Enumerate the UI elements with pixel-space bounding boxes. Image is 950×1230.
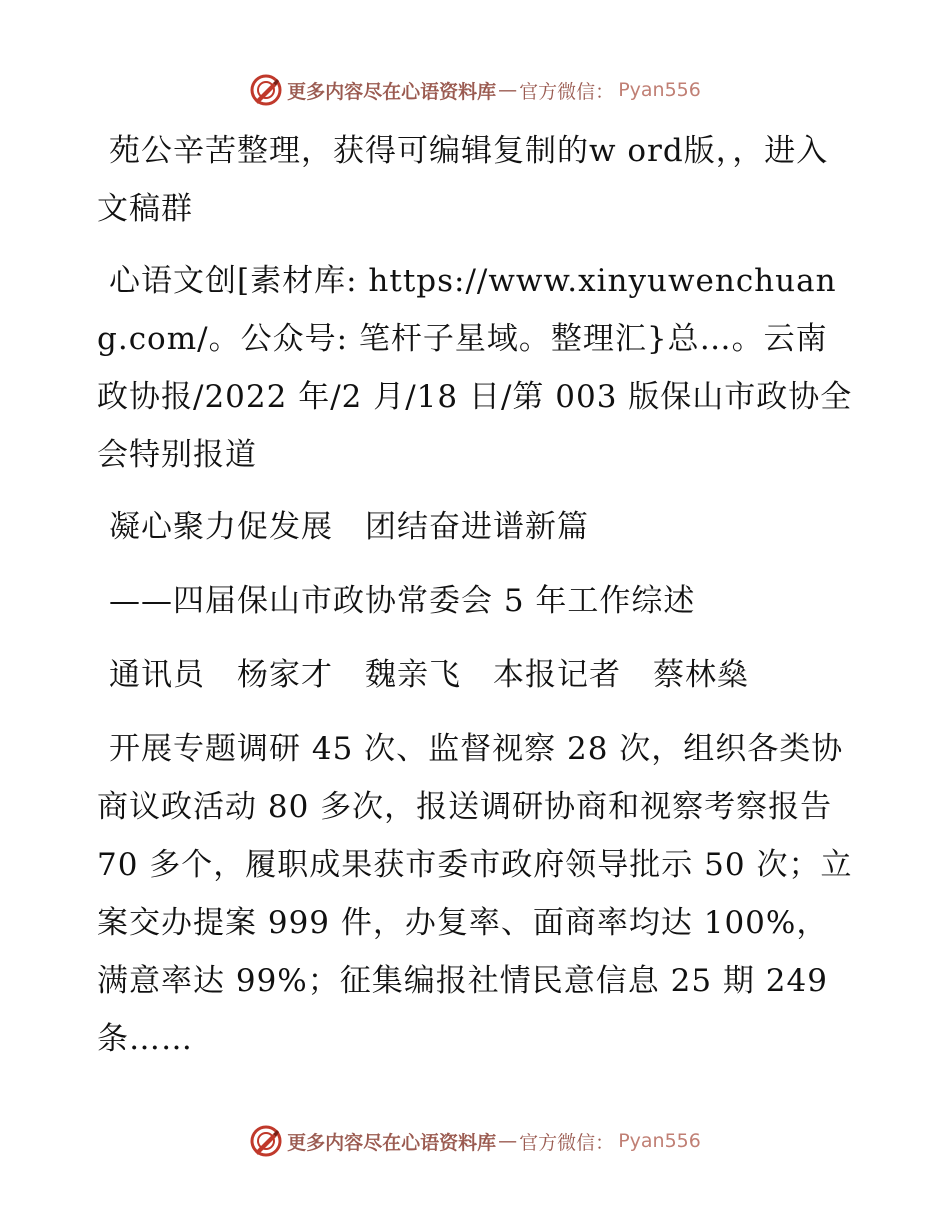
banner-wechat-label: 官方微信： [519,1131,615,1154]
banner-separator: — [498,1130,518,1152]
banner-title: 更多内容尽在心语资料库 [287,80,497,103]
banner-wechat-label: 官方微信： [519,80,615,103]
pen-logo-icon [249,73,283,107]
body-paragraph: 开展专题调研 45 次、监督视察 28 次，组织各类协商议政活动 80 多次，报送调研协商和视察考察报告 70 多个，履职成果获市委市政府领导批示 50 次；立案交办提案 999 件，办复率、面商率均达 100%，满意率达 99%；征集编报社情民意信息 25 期 249 条…… [97,731,853,1057]
pen-logo-icon [249,1124,283,1158]
header-banner [0,70,950,110]
intro-paragraph: 苑公辛苦整理，获得可编辑复制的w ord版，，进入文稿群 [97,133,829,227]
source-paragraph: 心语文创[素材库: https://www.xinyuwenchuang.com/。公众号: 笔杆子星域。整理汇}总…。云南政协报/2022 年/2 月/18 日/第 003 版保山市政协全会特别报道 [97,263,853,473]
banner-title: 更多内容尽在心语资料库 [287,1131,497,1154]
footer-banner [0,1121,950,1161]
banner-wechat-id: Pyan556 [618,1130,701,1152]
byline: 通讯员 杨家才 魏亲飞 本报记者 蔡林燊 [109,657,749,693]
document-body [97,122,857,1084]
banner-separator: — [498,79,518,101]
banner-wechat-id: Pyan556 [618,79,701,101]
article-title: 凝心聚力促发展 团结奋进谱新篇 [109,509,589,545]
article-subtitle: ——四届保山市政协常委会 5 年工作综述 [109,583,696,619]
